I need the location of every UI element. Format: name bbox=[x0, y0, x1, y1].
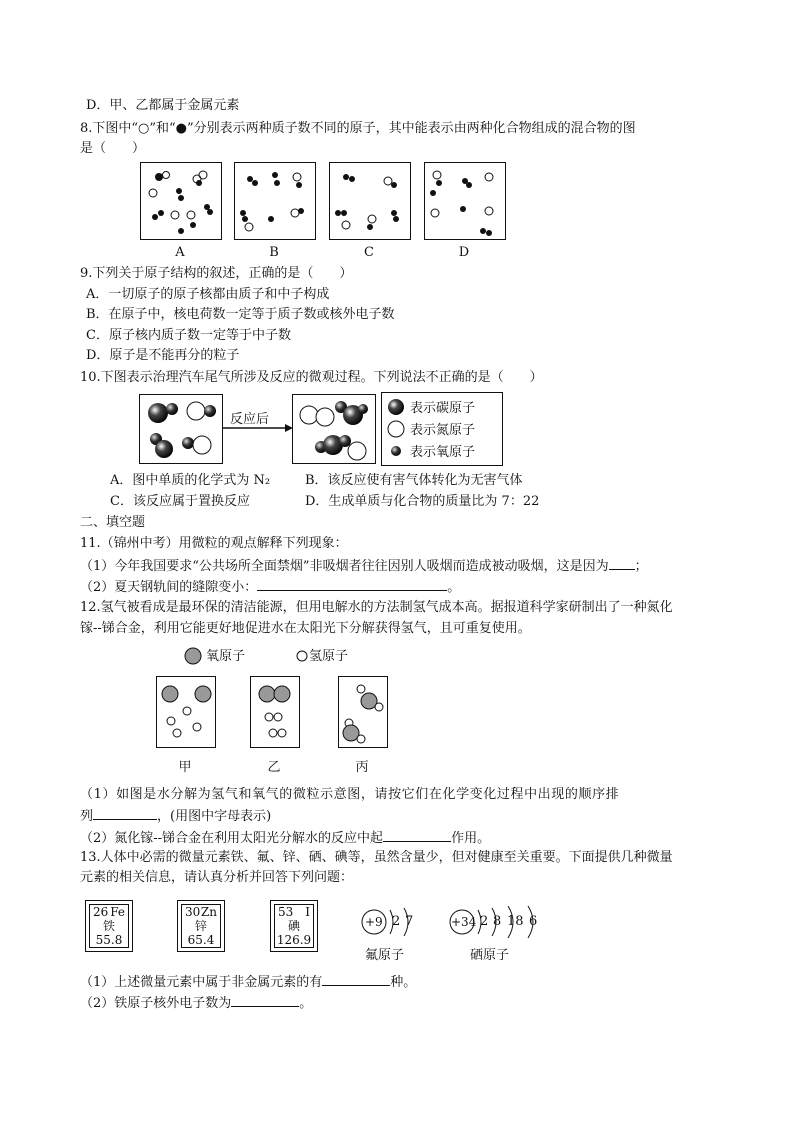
q8-label-d: D bbox=[458, 245, 470, 260]
particle-diagram bbox=[251, 677, 299, 747]
q11-part1 bbox=[80, 556, 648, 576]
q12-part2-text: （2）氮化镓--锑合金在利用太阳光分解水的反应中起 bbox=[80, 831, 384, 846]
atomic-number: 26 bbox=[93, 905, 109, 919]
selenium-shell-1: 2 bbox=[480, 914, 489, 929]
fluorine-label: 氟原子 bbox=[365, 948, 405, 963]
q11-part1-text: （1）今年我国要求“公共场所全面禁烟”非吸烟者往往因别人吸烟而造成被动吸烟，这是因为 bbox=[80, 559, 609, 574]
q12-figure-jia bbox=[156, 676, 216, 748]
q9-option-a: A．一切原子的原子核都由质子和中子构成 bbox=[86, 287, 330, 302]
q12-part1: （1）如图是水分解为氢气和氧气的微粒示意图，请按它们在化学变化过程中出现的顺序排 bbox=[80, 787, 620, 802]
atomic-mass: 65.4 bbox=[187, 933, 215, 947]
legend-nitrogen: 表示氮原子 bbox=[410, 423, 476, 438]
q12-part1-suffix: ，(用图中字母表示) bbox=[157, 809, 272, 824]
element-symbol: Zn bbox=[200, 905, 217, 919]
section-title: 二、填空题 bbox=[80, 515, 146, 530]
product-diagram bbox=[293, 395, 375, 463]
q8-stem: 8.下图中“○”和“●”分别表示两种质子数不同的原子，其中能表示由两种化合物组成的混合物的图 bbox=[80, 121, 636, 136]
reactant-diagram bbox=[140, 395, 222, 463]
legend-carbon: 表示碳原子 bbox=[410, 401, 476, 416]
q12-label-yi: 乙 bbox=[267, 760, 281, 775]
q10-legend bbox=[381, 392, 503, 466]
q8-figure-c bbox=[329, 162, 411, 240]
element-card-i bbox=[270, 900, 318, 952]
legend-hydrogen-atom: 氢原子 bbox=[309, 649, 349, 664]
q12-part1-prefix: 列 bbox=[80, 809, 94, 824]
q8-label-a: A bbox=[175, 245, 185, 260]
q8-label-b: B bbox=[269, 245, 279, 260]
q10-option-d: D．生成单质与化合物的质量比为 7：22 bbox=[305, 494, 540, 509]
q12-part2-suffix: 作用。 bbox=[451, 831, 491, 846]
q8-figure-d bbox=[424, 162, 506, 240]
punct: ； bbox=[634, 559, 648, 574]
answer-blank[interactable] bbox=[93, 806, 157, 820]
particle-diagram bbox=[330, 163, 410, 239]
atomic-number: 30 bbox=[185, 905, 201, 919]
answer-blank[interactable] bbox=[609, 556, 635, 570]
atomic-mass: 126.9 bbox=[276, 933, 312, 947]
q10-option-a: A．图中单质的化学式为 N₂ bbox=[110, 473, 271, 488]
particle-diagram bbox=[141, 163, 221, 239]
q11-part2-text: （2）夏天钢轨间的缝隙变小： bbox=[80, 580, 258, 595]
q12-figure-yi bbox=[250, 676, 300, 748]
selenium-shell-2: 8 bbox=[493, 914, 502, 929]
q10-after-box bbox=[292, 394, 376, 464]
q10-before-box bbox=[139, 394, 223, 464]
particle-diagram bbox=[425, 163, 505, 239]
q13-part2 bbox=[80, 993, 312, 1013]
q12-stem: 12.氢气被看成是最环保的清洁能源，但用电解水的方法制氢气成本高。据报道科学家研制出了一种氮化 bbox=[80, 600, 673, 615]
selenium-shell-3: 18 bbox=[507, 914, 524, 929]
q12-legend-icons bbox=[184, 646, 324, 668]
answer-blank[interactable] bbox=[231, 993, 299, 1007]
q10-option-b: B．该反应使有害气体转化为无害气体 bbox=[305, 473, 523, 488]
element-card-zn bbox=[177, 900, 225, 952]
selenium-label: 硒原子 bbox=[470, 948, 510, 963]
fluorine-shell-1: 2 bbox=[392, 914, 401, 929]
q12-label-bing: 丙 bbox=[355, 760, 369, 775]
answer-blank[interactable] bbox=[257, 577, 447, 591]
q12-part2 bbox=[80, 828, 490, 848]
q8-figure-a bbox=[140, 162, 222, 240]
legend-oxygen: 表示氧原子 bbox=[410, 445, 476, 460]
legend-icons bbox=[386, 393, 406, 465]
particle-diagram bbox=[339, 677, 387, 747]
q11-stem: 11.（锦州中考）用微粒的观点解释下列现象： bbox=[80, 536, 348, 551]
element-card-fe bbox=[85, 900, 133, 952]
answer-blank[interactable] bbox=[383, 828, 451, 842]
q10-stem: 10.下图表示治理汽车尾气所涉及反应的微观过程。下列说法不正确的是（ ） bbox=[80, 370, 543, 385]
q13-stem-cont: 元素的相关信息，请认真分析并回答下列问题： bbox=[80, 870, 354, 885]
q13-part1 bbox=[80, 972, 416, 992]
element-name: 锌 bbox=[194, 919, 207, 933]
q9-stem: 9.下列关于原子结构的叙述，正确的是（ ） bbox=[80, 266, 353, 281]
q10-arrow-label: 反应后 bbox=[230, 412, 270, 427]
atomic-mass: 55.8 bbox=[95, 933, 123, 947]
q12-part1-cont bbox=[80, 806, 271, 826]
answer-blank[interactable] bbox=[322, 972, 390, 986]
q13-part1-text: （1）上述微量元素中属于非金属元素的有 bbox=[80, 975, 323, 990]
q12-stem-cont: 镓--锑合金，利用它能更好地促进水在太阳光下分解获得氢气，且可重复使用。 bbox=[80, 621, 531, 636]
selenium-nucleus: +34 bbox=[451, 915, 477, 929]
q7-option-d: D．甲、乙都属于金属元素 bbox=[86, 98, 240, 113]
selenium-shell-4: 6 bbox=[529, 914, 538, 929]
q8-figure-b bbox=[234, 162, 316, 240]
q10-option-c: C．该反应属于置换反应 bbox=[110, 494, 250, 509]
q8-label-c: C bbox=[364, 245, 374, 260]
fluorine-shell-2: 7 bbox=[405, 914, 414, 929]
legend-oxygen-atom: 氧原子 bbox=[206, 649, 246, 664]
q9-option-d: D．原子是不能再分的粒子 bbox=[86, 348, 240, 363]
q9-option-c: C．原子核内质子数一定等于中子数 bbox=[86, 328, 291, 343]
atomic-number: 53 bbox=[278, 905, 294, 919]
fluorine-nucleus: +9 bbox=[365, 915, 383, 929]
q9-option-b: B．在原子中，核电荷数一定等于质子数或核外电子数 bbox=[86, 307, 395, 322]
q12-label-jia: 甲 bbox=[178, 760, 192, 775]
q13-part1-suffix: 种。 bbox=[390, 975, 417, 990]
punct: 。 bbox=[447, 580, 461, 595]
q8-stem-cont: 是（ ） bbox=[80, 141, 146, 156]
element-name: 铁 bbox=[102, 919, 115, 933]
q11-part2 bbox=[80, 577, 460, 597]
q13-part2-text: （2）铁原子核外电子数为 bbox=[80, 996, 232, 1011]
q13-part2-suffix: 。 bbox=[299, 996, 313, 1011]
element-name: 碘 bbox=[287, 919, 300, 933]
q12-figure-bing bbox=[338, 676, 388, 748]
particle-diagram bbox=[157, 677, 215, 747]
element-symbol: I bbox=[305, 905, 310, 919]
element-symbol: Fe bbox=[110, 905, 125, 919]
q13-stem: 13.人体中必需的微量元素铁、氟、锌、硒、碘等，虽然含量少，但对健康至关重要。下面提供几种微量 bbox=[80, 850, 673, 865]
particle-diagram bbox=[235, 163, 315, 239]
